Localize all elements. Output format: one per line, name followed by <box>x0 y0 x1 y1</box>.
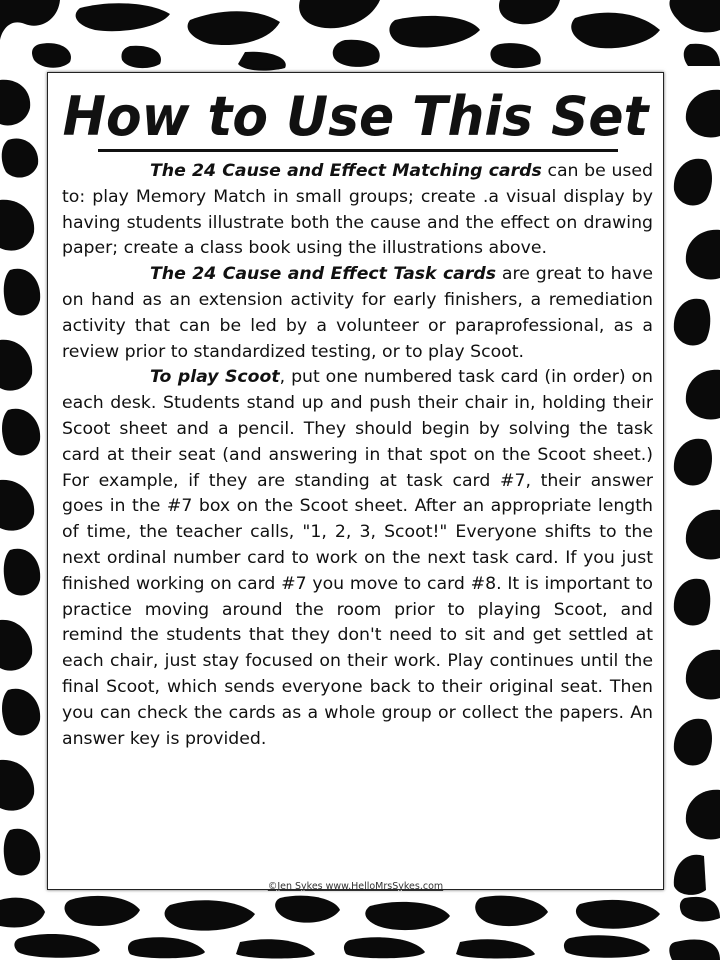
paragraph-text: , put one numbered task card (in order) on each desk. Students stand up and push their chair in, holding their Scoot sheet and a pencil. They should begin by solving the task card at their seat (and answering in that spot on the Scoot sheet.) For example, if they are standing at task card #7, their answer goes in the #7 box on the Scoot sheet. After an appropriate length of time, the teacher calls, "1, 2, 3, Scoot!" Everyone shifts to the next ordinal number card to work on the next task card. If you just finished working on card #7 you move to card #8. It is important to practice moving around the room prior to playing Scoot, and remind the students that they don't need to sit and get settled at each chair, just stay focused on their work. Play continues until the final Scoot, which sends everyone back to their original seat. Then you can check the cards as a whole group or collect the papers. An answer key is provided. <box>62 367 653 749</box>
paragraph-lead: To play Scoot <box>150 367 280 388</box>
paragraph-text: can be used to: play Memory Match in small groups; create .a visual display by having students illustrate both the cause and the effect on drawing paper; create a class book using the illustrations above. <box>62 161 653 259</box>
title-underline <box>98 149 618 152</box>
paragraph-scoot <box>62 365 653 752</box>
paragraph-text: are great to have on hand as an extension activity for early finishers, a remediation activity that can be led by a volunteer or paraprofessional, as a review prior to standardized testing, or to play Scoot. <box>62 264 653 362</box>
paragraph-lead: The 24 Cause and Effect Matching cards <box>150 161 542 181</box>
copyright-credit: ©Jen Sykes www.HelloMrsSykes.com <box>267 881 444 892</box>
paragraph-matching-cards <box>62 159 653 262</box>
instructions-card <box>47 72 664 890</box>
instructions-body <box>62 159 653 752</box>
paragraph-lead: The 24 Cause and Effect Task cards <box>150 264 497 285</box>
page-title: How to Use This Set <box>62 85 649 148</box>
paragraph-task-cards <box>62 262 653 365</box>
